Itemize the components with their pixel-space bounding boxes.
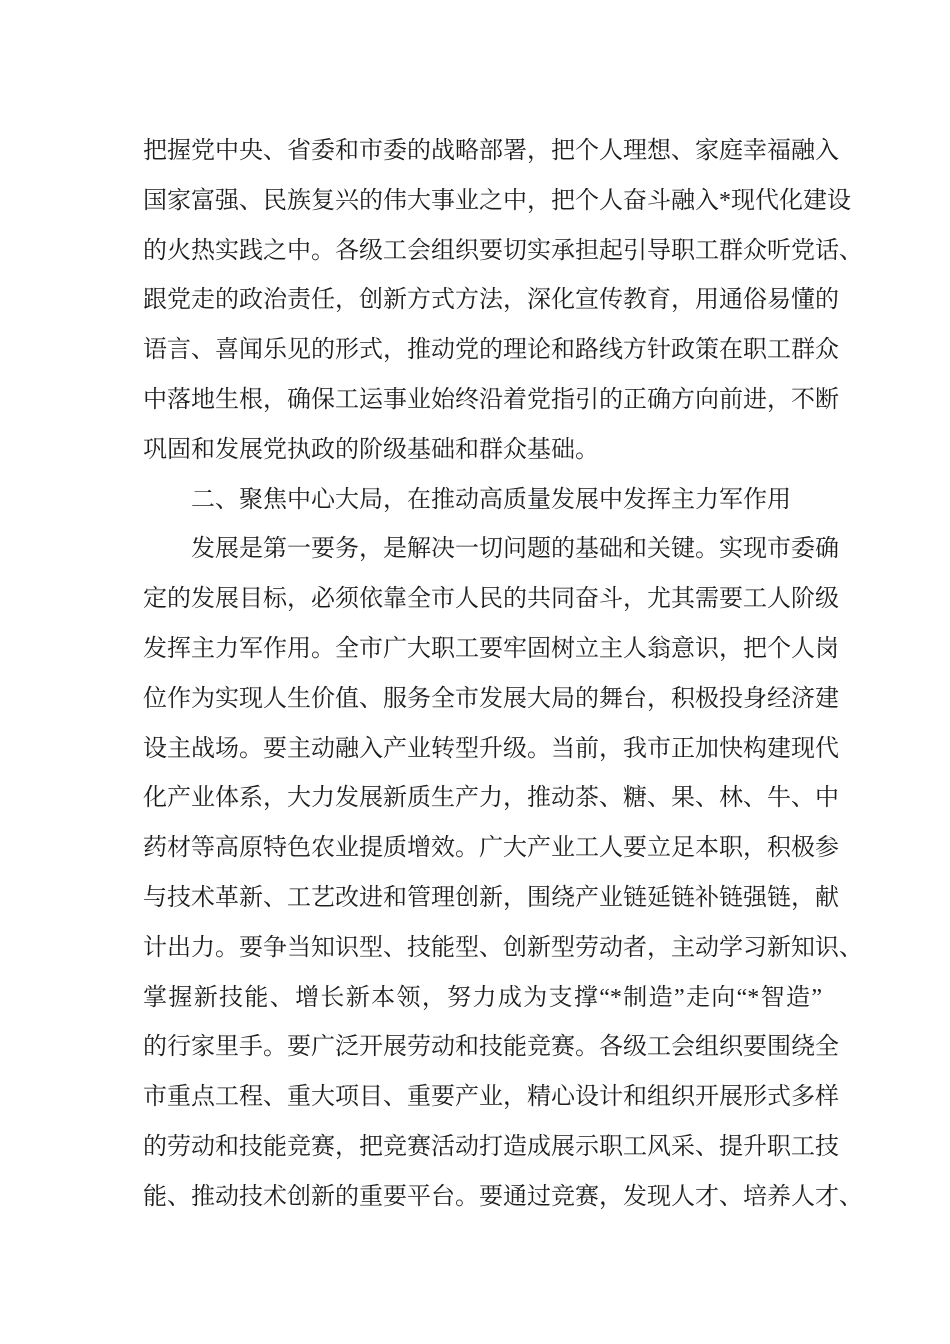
text-line: 发展是第一要务，是解决一切问题的基础和关键。实现市委确: [191, 536, 839, 563]
text-line: 能、推动技术创新的重要平台。要通过竞赛，发现人才、培养人才、: [143, 1183, 863, 1210]
text-line: 发挥主力军作用。全市广大职工要牢固树立主人翁意识，把个人岗: [143, 635, 839, 662]
text-line: 市重点工程、重大项目、重要产业，精心设计和组织开展形式多样: [143, 1084, 839, 1111]
text-line: 化产业体系，大力发展新质生产力，推动茶、糖、果、林、牛、中: [143, 785, 839, 812]
section-heading: 二、聚焦中心大局，在推动高质量发展中发挥主力军作用: [191, 486, 791, 513]
text-line: 的劳动和技能竞赛，把竞赛活动打造成展示职工风采、提升职工技: [143, 1133, 839, 1160]
text-line: 的行家里手。要广泛开展劳动和技能竞赛。各级工会组织要围绕全: [143, 1034, 839, 1061]
text-line: 中落地生根，确保工运事业始终沿着党指引的正确方向前进，不断: [143, 386, 839, 413]
text-line: 把握党中央、省委和市委的战略部署，把个人理想、家庭幸福融入: [143, 138, 839, 164]
text-line: 跟党走的政治责任，创新方式方法，深化宣传教育，用通俗易懂的: [143, 287, 839, 314]
text-line: 设主战场。要主动融入产业转型升级。当前，我市正加快构建现代: [143, 735, 839, 762]
text-line: 位作为实现人生价值、服务全市发展大局的舞台，积极投身经济建: [143, 685, 839, 712]
text-line: 国家富强、民族复兴的伟大事业之中，把个人奋斗融入*现代化建设: [143, 187, 851, 214]
text-line: 巩固和发展党执政的阶级基础和群众基础。: [143, 436, 599, 463]
text-line: 计出力。要争当知识型、技能型、创新型劳动者，主动学习新知识、: [143, 934, 863, 961]
continued-paragraph: [143, 127, 863, 476]
text-line: 的火热实践之中。各级工会组织要切实承担起引导职工群众听党话、: [143, 237, 863, 264]
section-heading-block: [143, 476, 822, 526]
text-line: 药材等高原特色农业提质增效。广大产业工人要立足本职，积极参: [143, 835, 839, 862]
text-line: 与技术革新、工艺改进和管理创新，围绕产业链延链补链强链，献: [143, 884, 839, 911]
text-line: 语言、喜闻乐见的形式，推动党的理论和路线方针政策在职工群众: [143, 337, 839, 364]
text-line: 掌握新技能、增长新本领，努力成为支撑“*制造”走向“*智造”: [143, 984, 822, 1011]
document-text-block: [143, 127, 863, 1223]
body-paragraph: [143, 525, 863, 1222]
text-line: 定的发展目标，必须依靠全市人民的共同奋斗，尤其需要工人阶级: [143, 586, 839, 613]
